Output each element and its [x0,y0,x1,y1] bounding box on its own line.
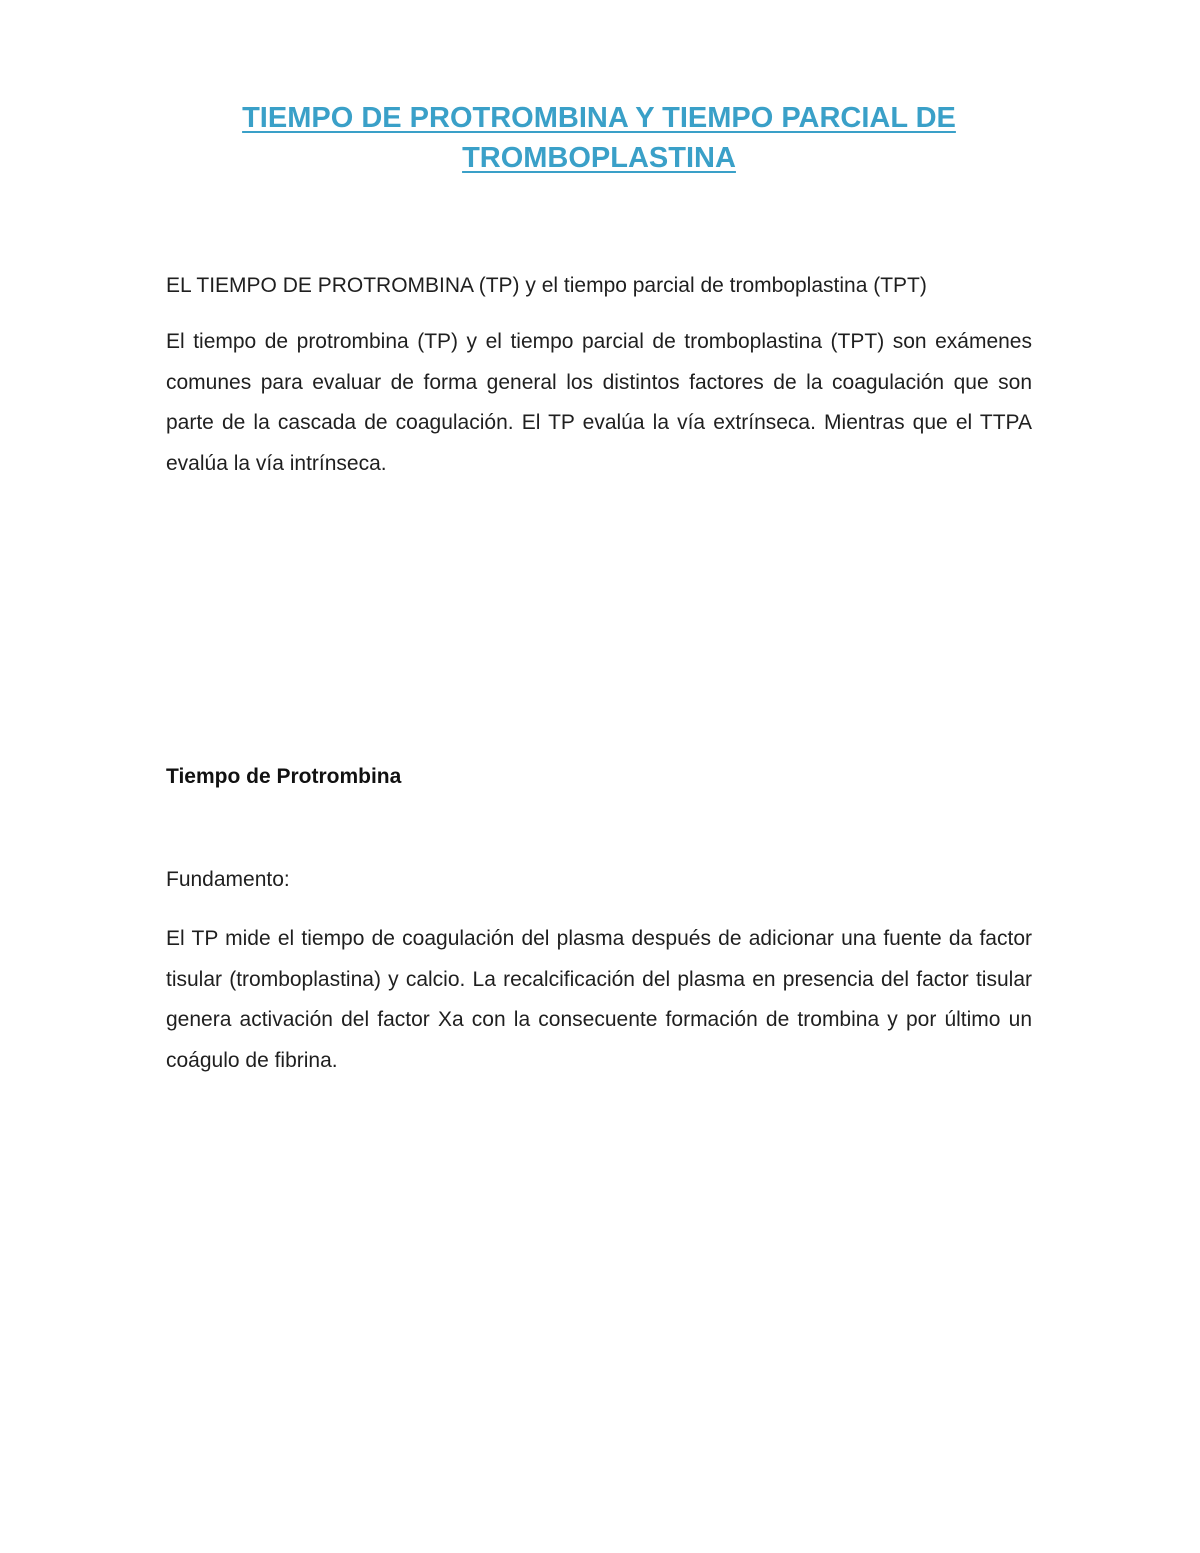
fundamento-paragraph: El TP mide el tiempo de coagulación del plasma después de adicionar una fuente da factor tisular (tromboplastina) y calcio. La recalcificación del plasma en presencia del factor tisular genera activación del factor Xa con la consecuente formación de trombina y por último un coágulo de fibrina. [166,927,1032,1072]
intro-line: EL TIEMPO DE PROTROMBINA (TP) y el tiempo parcial de tromboplastina (TPT) [166,274,927,297]
section-heading: Tiempo de Protrombina [166,765,402,788]
document-title: TIEMPO DE PROTROMBINA Y TIEMPO PARCIAL DE TROMBOPLASTINA [242,102,956,174]
fundamento-label: Fundamento: [166,868,290,891]
intro-paragraph: El tiempo de protrombina (TP) y el tiempo parcial de tromboplastina (TPT) son exámenes comunes para evaluar de forma general los distintos factores de la coagulación que son parte de la cascada de coagulación. El TP evalúa la vía extrínseca. Mientras que el TTPA evalúa la vía intrínseca. [166,330,1032,475]
